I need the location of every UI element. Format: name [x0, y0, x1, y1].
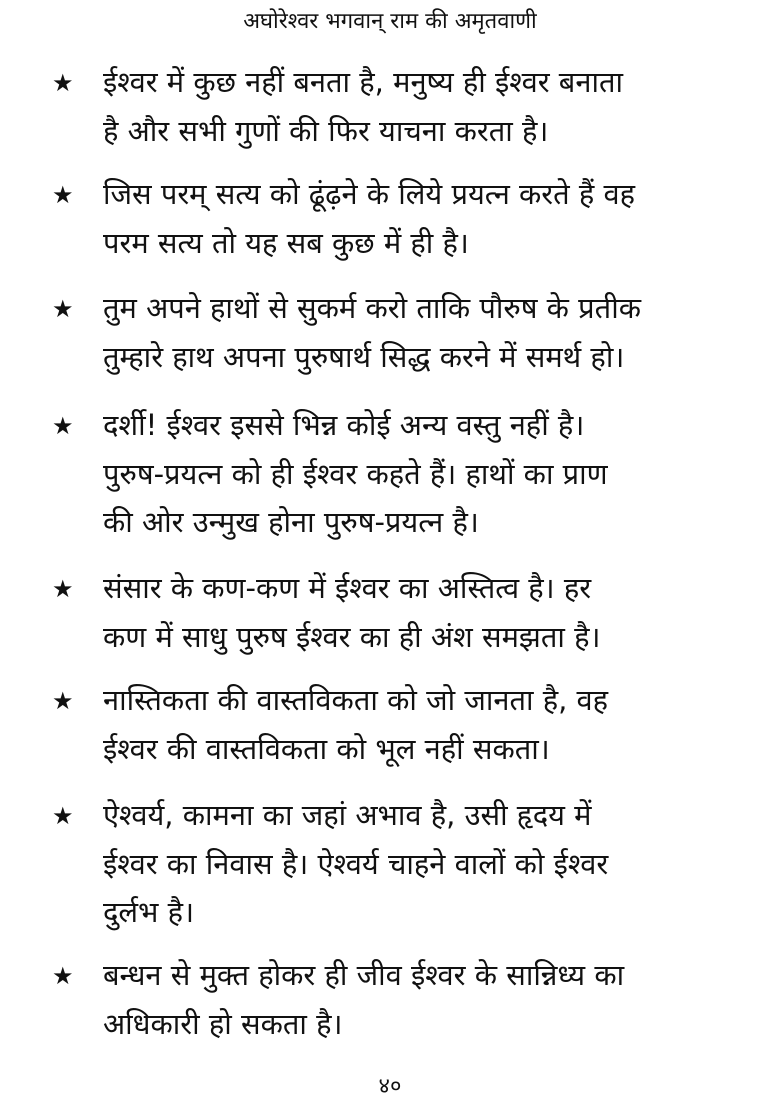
quote-text	[103, 401, 723, 547]
page-number: ४०	[378, 1074, 402, 1099]
quote-line: तुम्हारे हाथ अपना पुरुषार्थ सिद्ध करने में समर्थ हो।	[103, 339, 625, 374]
quote-line: बन्धन से मुक्त होकर ही जीव ईश्वर के सान्निध्य का	[103, 958, 625, 992]
star-bullet-icon: ★	[52, 962, 74, 990]
star-bullet-icon: ★	[52, 69, 74, 97]
quote-line: परम सत्य तो यह सब कुछ में ही है।	[103, 225, 469, 260]
quote-line: है और सभी गुणों की फिर याचना करता है।	[103, 113, 549, 148]
quote-line: नास्तिकता की वास्तविकता को जो जानता है, वह	[103, 683, 609, 717]
quote-text	[103, 564, 723, 661]
star-bullet-icon: ★	[52, 181, 74, 209]
quote-line: कण में साधु पुरुष ईश्वर का ही अंश समझता है।	[103, 619, 601, 654]
quote-line: की ओर उन्मुख होना पुरुष-प्रयत्न है।	[103, 505, 479, 539]
quote-line: तुम अपने हाथों से सुकर्म करो ताकि पौरुष के प्रतीक	[103, 291, 641, 325]
quote-line: संसार के कण-कण में ईश्वर का अस्तित्व है। हर	[103, 571, 592, 605]
quote-text	[103, 58, 723, 155]
running-header: अघोरेश्वर भगवान् राम की अमृतवाणी	[243, 9, 537, 34]
quote-text	[103, 791, 723, 937]
quote-line: ईश्वर का निवास है। ऐश्वर्य चाहने वालों को ईश्वर	[103, 846, 609, 881]
quote-text	[103, 951, 723, 1048]
star-bullet-icon: ★	[52, 687, 74, 715]
quote-line: ईश्वर में कुछ नहीं बनता है, मनुष्य ही ईश्वर बनाता	[103, 65, 623, 99]
star-bullet-icon: ★	[52, 575, 74, 603]
quote-line: दर्शी! ईश्वर इससे भिन्न कोई अन्य वस्तु नहीं है।	[103, 408, 585, 442]
star-bullet-icon: ★	[52, 295, 74, 323]
star-bullet-icon: ★	[52, 802, 74, 830]
quote-line: पुरुष-प्रयत्न को ही ईश्वर कहते हैं। हाथों का प्राण	[103, 456, 608, 491]
star-bullet-icon: ★	[52, 412, 74, 440]
quote-line: ऐश्वर्य, कामना का जहां अभाव है, उसी हृदय में	[103, 798, 592, 832]
quote-text	[103, 284, 723, 381]
quote-line: अधिकारी हो सकता है।	[103, 1006, 343, 1041]
quote-text	[103, 170, 723, 267]
quote-text	[103, 676, 723, 773]
quote-line: ईश्वर की वास्तविकता को भूल नहीं सकता।	[103, 731, 550, 766]
quote-line: दुर्लभ है।	[103, 895, 195, 929]
quote-line: जिस परम् सत्य को ढूंढ़ने के लिये प्रयत्न करते हैं वह	[103, 177, 636, 211]
